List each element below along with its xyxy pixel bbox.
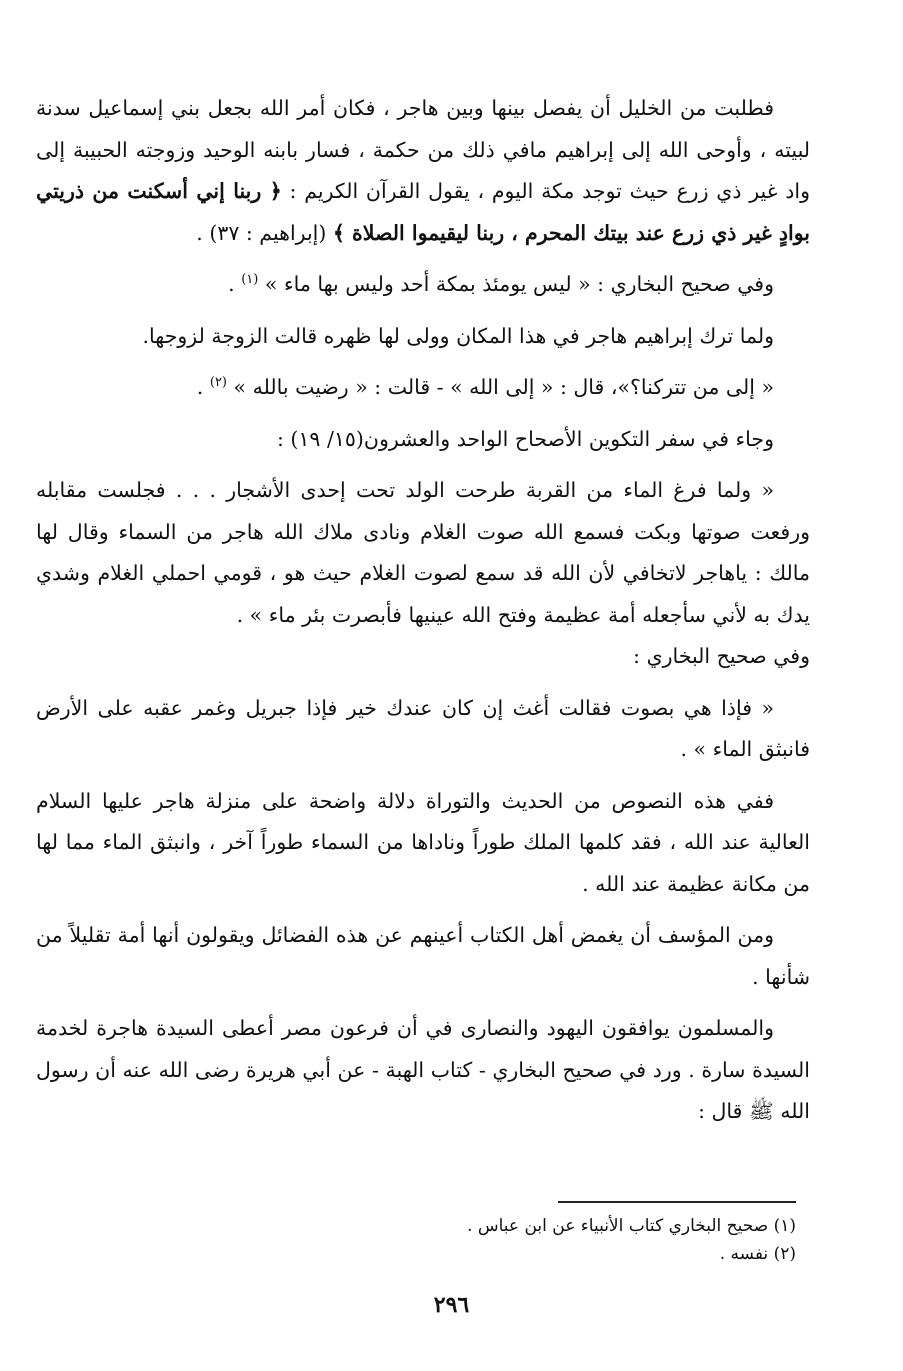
paragraph-end: .: [196, 375, 204, 399]
footnote-marker: (١): [241, 272, 259, 288]
paragraph-3: ولما ترك إبراهيم هاجر في هذا المكان وولى لها ظهره قالت الزوجة لزوجها.: [142, 323, 774, 348]
paragraph-4: [36, 367, 810, 409]
paragraph-5: وجاء في سفر التكوين الأصحاح الواحد والعشرون(١٥/ ١٩) :: [276, 426, 774, 451]
quran-verse: ﴿ ربنا إني أسكنت من ذريتي بوادٍ غير ذي زرع عند بيتك المحرم ، ربنا ليقيموا الصلاة ﴾: [36, 179, 810, 245]
footnote-1: (١) صحيح البخاري كتاب الأنبياء عن ابن عباس .: [467, 1216, 796, 1236]
paragraph-8: « فإذا هي بصوت فقالت أغث إن كان عندك خير فإذا جبريل وغمر عقبه على الأرض فانبثق الماء » .: [36, 695, 810, 761]
footnotes: [300, 1212, 796, 1268]
footnote-marker: (٢): [209, 375, 227, 391]
paragraph-9: ففي هذه النصوص من الحديث والتوراة دلالة واضحة على منزلة هاجر عليها السلام العالية عند الله ، فقد كلمها الملك طوراً وناداها من السماء طوراً آخر ، وانبثق الماء مما لها من مكانة عظيمة عند الله .: [36, 788, 810, 896]
footnote-2: (٢) نفسه .: [719, 1244, 796, 1264]
body-text: [36, 88, 810, 1133]
page-number: ٢٩٦: [433, 1292, 470, 1318]
paragraph-2: [36, 264, 810, 306]
verse-reference: (إبراهيم : ٣٧) .: [196, 220, 327, 245]
footnote-divider: [558, 1201, 796, 1203]
paragraph-text: وفي صحيح البخاري : « ليس يومئذ بمكة أحد وليس بها ماء »: [264, 272, 774, 296]
paragraph-11: والمسلمون يوافقون اليهود والنصارى في أن فرعون مصر أعطى السيدة هاجرة لخدمة السيدة سارة . ورد في صحيح البخاري - كتاب الهبة - عن أبي هريرة رضى الله عنه أن رسول الله ﷺ قال :: [36, 1016, 810, 1123]
paragraph-6: « ولما فرغ الماء من القربة طرحت الولد تحت إحدى الأشجار . . . فجلست مقابله ورفعت صوتها وبكت فسمع الله صوت الغلام ونادى ملاك الله هاجر من السماء وقال لها مالك : ياهاجر لاتخافي لأن الله قد سمع لصوت الغلام حيث هو ، قومي احملي الغلام وشدي يدك به لأني سأجعله أمة عظيمة وفتح الله عينيها فأبصرت بئر ماء » .: [36, 478, 810, 627]
paragraph-text: فطلبت من الخليل أن يفصل بينها وبين هاجر ، فكان أمر الله بجعل بني إسماعيل سدنة لبيته ، وأوحى الله إلى إبراهيم مافي ذلك من حكمة ، فسار بابنه الوحيد وزوجته الحبيبة إلى واد غير ذي زرع حيث توجد مكة اليوم ، يقول القرآن الكريم :: [36, 96, 810, 203]
paragraph-10: ومن المؤسف أن يغمض أهل الكتاب أعينهم عن هذه الفضائل ويقولون أنها أمة تقليلاً من شأنها .: [36, 923, 810, 989]
paragraph-end: .: [228, 272, 235, 296]
paragraph-7: وفي صحيح البخاري :: [633, 644, 810, 668]
paragraph-1: [36, 88, 810, 254]
paragraph-text: « إلى من تتركنا؟»، قال : « إلى الله » - قالت : « رضيت بالله »: [233, 375, 774, 399]
